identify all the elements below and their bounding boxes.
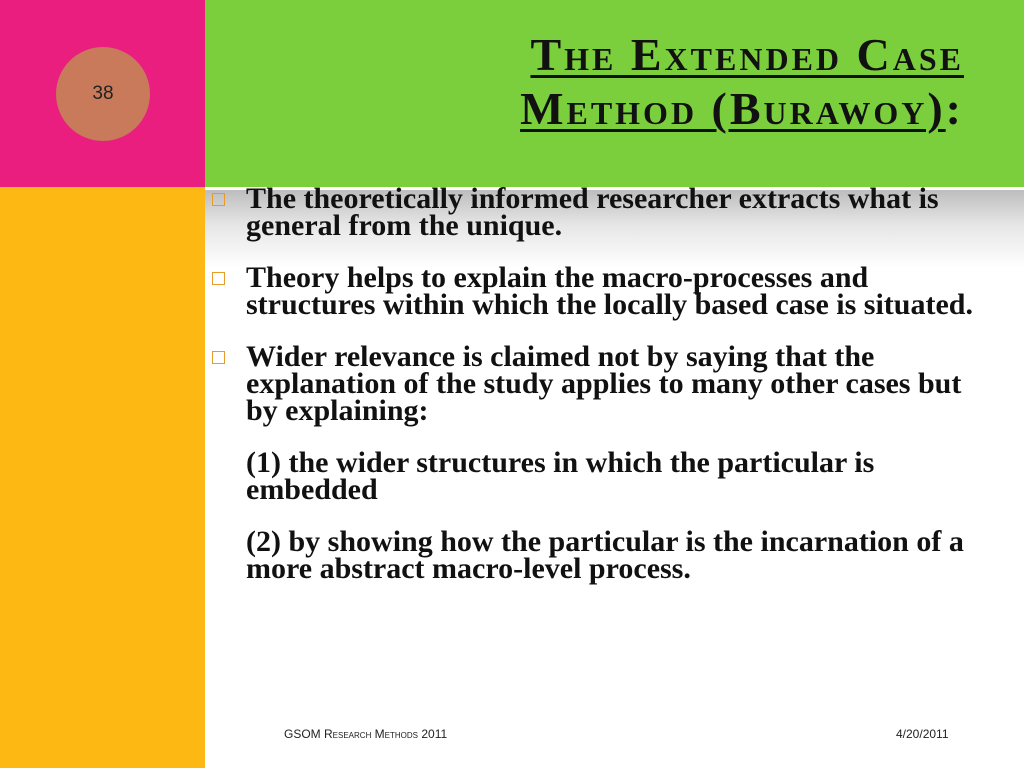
title-suffix: : <box>945 83 964 134</box>
slide-number: 38 <box>92 83 114 104</box>
sub-point-text: (1) the wider structures in which the particular is embedded <box>246 446 875 506</box>
sub-point-text: (2) by showing how the particular is the incarnation of a more abstract macro-level process. <box>246 525 964 585</box>
footer-course-label: GSOM Research Methods 2011 <box>284 727 448 741</box>
square-bullet-icon <box>212 351 225 364</box>
sub-point <box>208 525 998 585</box>
slide-title <box>324 28 964 136</box>
footer-date: 4/20/2011 <box>896 727 949 741</box>
bullet-item <box>208 340 998 427</box>
bullet-item <box>208 182 998 242</box>
title-line-1: The Extended Case <box>530 29 964 80</box>
square-bullet-icon <box>212 193 225 206</box>
bullet-text: Wider relevance is claimed not by saying that the explanation of the study applies to many other cases but by explaining: <box>246 340 962 427</box>
slide-number-badge <box>56 47 150 141</box>
bullet-item <box>208 261 998 321</box>
square-bullet-icon <box>212 272 225 285</box>
bullet-text: The theoretically informed researcher extracts what is general from the unique. <box>246 182 939 242</box>
title-line-2: Method (Burawoy) <box>520 83 946 134</box>
bullet-text: Theory helps to explain the macro-processes and structures within which the locally based case is situated. <box>246 261 973 321</box>
orange-side-block <box>0 187 205 768</box>
slide-body <box>208 182 998 607</box>
sub-point <box>208 446 998 506</box>
